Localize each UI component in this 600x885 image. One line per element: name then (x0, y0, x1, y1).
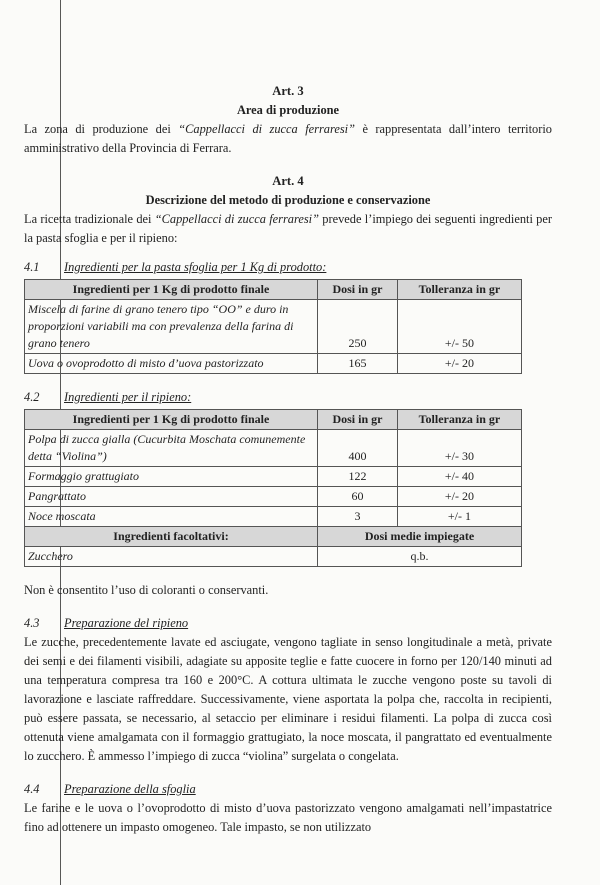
cell-tolerance: +/- 50 (397, 300, 521, 354)
cell-tolerance: +/- 20 (397, 487, 521, 507)
cell-dose: 250 (318, 300, 398, 354)
section-4-3-text: Le zucche, precedentemente lavate ed asciugate, vengono tagliate in senso longitudinale a metà, private dei semi e dei filamenti visibili, adagiate su apposite teglie e fatte cuocere in forno per 120/140 minuti ad una temperatura compresa tra 160 e 200°C. A cottura ultimata le zucche vengono poste su tavoli di lavorazione e lasciate raffreddare. Successivamente, viene asportata la polpa che, raccolta in recipienti, può essere passata, se necessario, al setaccio per eliminare i residui filamenti. La polpa di zucca così ottenuta viene amalgamata con il formaggio grattugiato, la noce moscata, il pangrattato ed eventualmente lo zucchero. È ammesso l’impiego di zucca “violina” surgelata o congelata. (24, 635, 552, 763)
section-4-4-title: Preparazione della sfoglia (64, 782, 196, 796)
cell-ingredient: Formaggio grattugiato (25, 467, 318, 487)
cell-tolerance: +/- 30 (397, 430, 521, 467)
art3-text-pre: La zona di produzione dei (24, 122, 179, 136)
cell-dose: 165 (318, 354, 398, 374)
col-header-average-doses: Dosi medie impiegate (318, 527, 522, 547)
section-4-4-number: 4.4 (24, 782, 40, 796)
table-ripieno (24, 409, 522, 567)
table-row (25, 300, 522, 354)
art4-subtitle: Descrizione del metodo di produzione e conservazione (145, 193, 431, 207)
col-header-doses: Dosi in gr (318, 410, 398, 430)
art3-title: Art. 3 (272, 84, 304, 98)
table-row (25, 354, 522, 374)
art3-subtitle: Area di produzione (236, 103, 340, 117)
art4-intro (24, 210, 552, 248)
table-row (25, 507, 522, 527)
col-header-optional-ingredients: Ingredienti facoltativi: (25, 527, 318, 547)
table-optional-header-row (25, 527, 522, 547)
art4-intro-em: “Cappellacci di zucca ferraresi” (154, 212, 320, 226)
table-row (25, 487, 522, 507)
cell-dose: 400 (318, 430, 398, 467)
document-body (24, 82, 552, 837)
table-row (25, 467, 522, 487)
cell-tolerance: +/- 40 (397, 467, 521, 487)
cell-ingredient: Uova o ovoprodotto di misto d’uova pastorizzato (25, 354, 318, 374)
cell-ingredient: Polpa di zucca gialla (Cucurbita Moschata comunemente detta “Violina”) (25, 430, 318, 467)
table-pasta-sfoglia (24, 279, 522, 374)
note-no-additives: Non è consentito l’uso di coloranti o conservanti. (24, 583, 269, 597)
table-row (25, 430, 522, 467)
cell-dose: 60 (318, 487, 398, 507)
table-row (25, 547, 522, 567)
col-header-ingredients: Ingredienti per 1 Kg di prodotto finale (25, 410, 318, 430)
art4-intro-pre: La ricetta tradizionale dei (24, 212, 155, 226)
art3-paragraph (24, 120, 552, 158)
section-4-1-title: Ingredienti per la pasta sfoglia per 1 Kg di prodotto: (64, 260, 327, 274)
cell-dose: q.b. (318, 547, 522, 567)
section-4-2-number: 4.2 (24, 390, 40, 404)
cell-ingredient: Zucchero (25, 547, 318, 567)
col-header-tolerance: Tolleranza in gr (397, 410, 521, 430)
section-4-4-text: Le farine e le uova o l’ovoprodotto di misto d’uova pastorizzato vengono amalgamati nell’impastatrice fino ad ottenere un impasto omogeneo. Tale impasto, se non utilizzato (24, 801, 552, 834)
section-4-2-title: Ingredienti per il ripieno: (64, 390, 192, 404)
section-4-3-heading (24, 614, 552, 633)
cell-ingredient: Miscela di farine di grano tenero tipo “OO” e duro in proporzioni variabili ma con prevalenza della farina di grano tenero (25, 300, 318, 354)
table-header-row (25, 410, 522, 430)
col-header-tolerance: Tolleranza in gr (397, 280, 521, 300)
col-header-doses: Dosi in gr (318, 280, 398, 300)
cell-dose: 122 (318, 467, 398, 487)
cell-ingredient: Noce moscata (25, 507, 318, 527)
section-4-3-title: Preparazione del ripieno (64, 616, 189, 630)
section-4-4-heading (24, 780, 552, 799)
table-header-row (25, 280, 522, 300)
cell-dose: 3 (318, 507, 398, 527)
art4-title: Art. 4 (272, 174, 304, 188)
section-4-1-heading (24, 258, 552, 277)
cell-ingredient: Pangrattato (25, 487, 318, 507)
art3-text-post: è rappresentata dall’intero territorio amministrativo della Provincia di Ferrara. (24, 122, 552, 155)
col-header-ingredients: Ingredienti per 1 Kg di prodotto finale (25, 280, 318, 300)
section-4-1-number: 4.1 (24, 260, 40, 274)
art4-intro-post: prevede l’impiego dei seguenti ingredienti per la pasta sfoglia e per il ripieno: (24, 212, 552, 245)
section-4-3-number: 4.3 (24, 616, 40, 630)
cell-tolerance: +/- 20 (397, 354, 521, 374)
cell-tolerance: +/- 1 (397, 507, 521, 527)
section-4-2-heading (24, 388, 552, 407)
art3-text-em: “Cappellacci di zucca ferraresi” (178, 122, 355, 136)
